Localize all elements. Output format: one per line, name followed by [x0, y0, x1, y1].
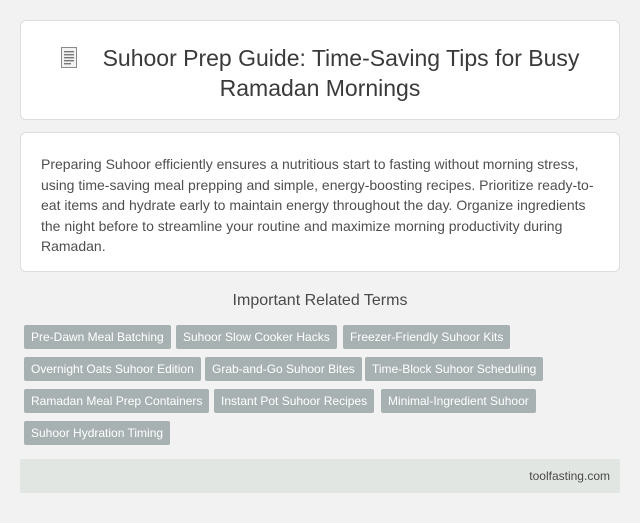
term-tag[interactable]: Suhoor Slow Cooker Hacks [176, 325, 337, 349]
term-tag[interactable]: Suhoor Hydration Timing [24, 421, 170, 445]
document-icon [61, 47, 77, 68]
related-terms-heading: Important Related Terms [232, 292, 408, 309]
term-tag[interactable]: Minimal-Ingredient Suhoor [381, 389, 536, 413]
footer-site-link[interactable]: toolfasting.com [529, 469, 610, 483]
term-tag[interactable]: Pre-Dawn Meal Batching [24, 325, 171, 349]
title-line-1: Suhoor Prep Guide: Time-Saving Tips for Busy [102, 45, 580, 71]
term-tag[interactable]: Ramadan Meal Prep Containers [24, 389, 209, 413]
term-tag[interactable]: Instant Pot Suhoor Recipes [214, 389, 374, 413]
footer [20, 459, 620, 493]
title-line-2: Ramadan Mornings [219, 75, 421, 101]
term-tag[interactable]: Overnight Oats Suhoor Edition [24, 357, 201, 381]
term-tag[interactable]: Time-Block Suhoor Scheduling [365, 357, 543, 381]
summary-text: Preparing Suhoor efficiently ensures a nutritious start to fasting without morning stress, using time-saving meal prepping and simple, energy-boosting recipes. Prioritize ready-to-eat items and hydrate early to maintain energy throughout the day. Organize ingredients the night before to streamline your routine and maximize morning productivity during Ramadan. [41, 156, 594, 254]
term-tag[interactable]: Grab-and-Go Suhoor Bites [205, 357, 362, 381]
summary-card [20, 132, 620, 272]
page-title [21, 43, 619, 103]
term-tag[interactable]: Freezer-Friendly Suhoor Kits [343, 325, 510, 349]
title-card [20, 20, 620, 120]
